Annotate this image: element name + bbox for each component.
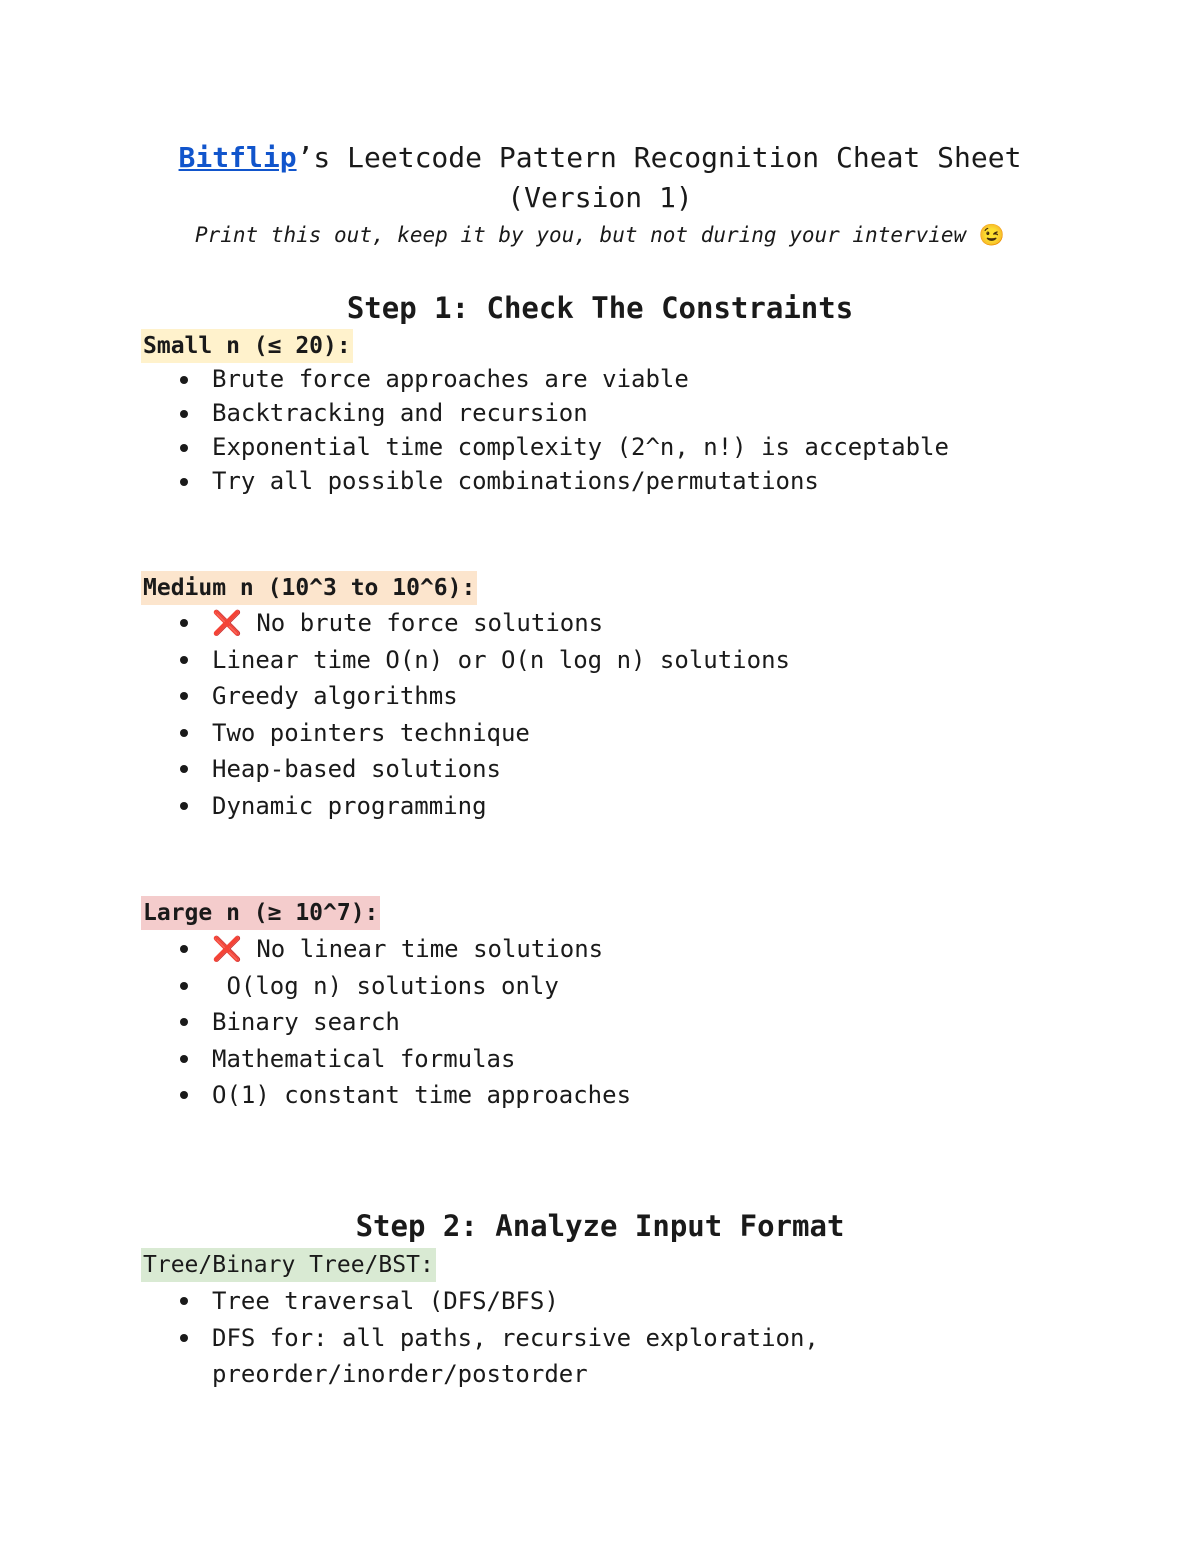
list-item: Linear time O(n) or O(n log n) solutions — [176, 642, 1036, 679]
list-item: DFS for: all paths, recursive exploration, preorder/inorder/postorder — [176, 1320, 1036, 1393]
cross-mark-icon: ❌ — [212, 935, 242, 963]
list-item: Brute force approaches are viable — [176, 362, 1036, 396]
page-title — [140, 138, 1060, 218]
tree-label: Tree/Binary Tree/BST: — [141, 1248, 436, 1282]
list-item: Mathematical formulas — [176, 1041, 1036, 1078]
wink-emoji-icon: 😉 — [978, 223, 1006, 247]
step2-heading: Step 2: Analyze Input Format — [355, 1209, 845, 1243]
list-item: Binary search — [176, 1004, 1036, 1041]
list-item: ❌ No linear time solutions — [176, 931, 1036, 968]
title-version: (Version 1) — [507, 181, 693, 214]
list-item: Tree traversal (DFS/BFS) — [176, 1283, 1036, 1320]
list-item: Dynamic programming — [176, 788, 1036, 825]
list-item: Try all possible combinations/permutations — [176, 464, 1036, 498]
small-n-label: Small n (≤ 20): — [141, 329, 353, 363]
list-item: Heap-based solutions — [176, 751, 1036, 788]
tree-list — [176, 1283, 1036, 1393]
list-item: Exponential time complexity (2^n, n!) is acceptable — [176, 430, 1036, 464]
small-n-list — [176, 362, 1036, 498]
list-item: Two pointers technique — [176, 715, 1036, 752]
list-item: O(log n) solutions only — [176, 968, 1036, 1005]
list-item: Backtracking and recursion — [176, 396, 1036, 430]
step1-heading: Step 1: Check The Constraints — [346, 291, 854, 325]
bitflip-link[interactable]: Bitflip — [178, 141, 297, 174]
subtitle-text: Print this out, keep it by you, but not during your interview — [194, 223, 967, 247]
large-n-list — [176, 931, 1036, 1114]
cross-mark-icon: ❌ — [212, 609, 242, 637]
title-text: ’s Leetcode Pattern Recognition Cheat Sheet — [296, 141, 1022, 174]
medium-n-list — [176, 605, 1036, 825]
large-n-label: Large n (≥ 10^7): — [141, 896, 380, 930]
list-item: O(1) constant time approaches — [176, 1077, 1036, 1114]
page-subtitle — [140, 220, 1060, 250]
medium-n-label: Medium n (10^3 to 10^6): — [141, 571, 477, 605]
list-item: Greedy algorithms — [176, 678, 1036, 715]
list-item: ❌ No brute force solutions — [176, 605, 1036, 642]
